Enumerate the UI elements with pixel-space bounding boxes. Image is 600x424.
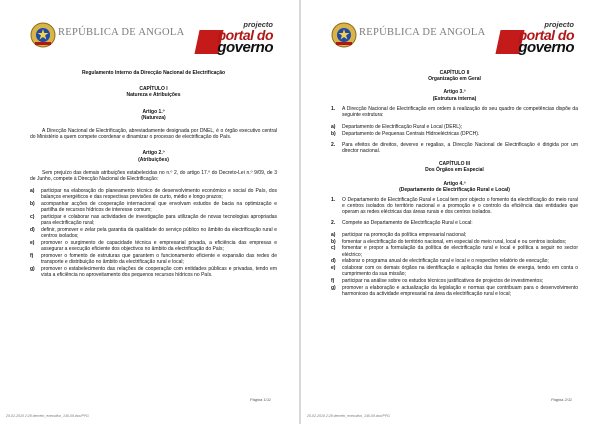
list-item: g) promover a elaboração e actualização da legislação e normas que contribuam para o desenvolvimento harmonioso da actividade empresarial na área da electrificação rural e local; xyxy=(331,285,578,298)
article-heading: Artigo 1.º xyxy=(142,108,165,115)
numbered-paragraph: 2. Para efeitos de direitos, deveres e regalias, a Direcção Nacional de Electrificação é dirigida por um director nacional. xyxy=(331,141,578,155)
page-header xyxy=(301,0,600,60)
list-item: e) promover o surgimento de capacidade técnica e empresarial privada, a eficiência das empresas e assegurar a execução eficiente dos objectivos no âmbito da electrificação do País; xyxy=(30,240,277,253)
article-heading: Artigo 4.º xyxy=(443,180,466,187)
chapter-heading: CAPÍTULO III xyxy=(438,161,471,168)
article-heading: Artigo 2.º xyxy=(142,150,165,157)
page-footer: 25-02-2010 2:28 decreto_executivo_145-09.doc/PPG xyxy=(6,414,89,418)
list-item: f) promover o fomento de estruturas que garantem o funcionamento eficiente e expansão das redes de transporte e distribuição no âmbito da electrificação rural e local; xyxy=(30,253,277,266)
angola-emblem-icon xyxy=(30,22,56,48)
numbered-paragraph: 1. O Departamento de Electrificação Rural e Local tem por objecto o fomento da electrificação do meio rural e centros isolados do território nacional e a promoção e o controlo da eficiência das entidades que operam as redes eléctricas das áreas rurais e dos centros isolados. xyxy=(331,197,578,216)
attributions-list xyxy=(30,188,277,278)
page-number: Página 1/11 xyxy=(249,397,271,402)
logo-governo-text: governo xyxy=(217,39,273,56)
list-item: f) participar na análise sobre os estudos técnicos justificativos de projectos de investimentos; xyxy=(331,278,544,285)
chapter-subtitle: Organização em Geral xyxy=(428,76,481,83)
list-item: c) participar e colaborar nas actividades de investigação para utilização de novas tecnologias apropriadas para electrificação rural; xyxy=(30,214,277,227)
logo-governo-text: governo xyxy=(518,39,574,56)
article-subtitle: (Departamento de Electrificação Rural e Local) xyxy=(399,186,510,193)
list-item: d) definir, promover e zelar pela garantia da qualidade do serviço público no âmbito da electrificação rural e centros isolados; xyxy=(30,227,277,240)
list-item: a) participar na elaboração do planeamento técnico de desenvolvimento económico e social do País, dos balanços energéticos e das respectivas previsões de curto, médio e longo prazos; xyxy=(30,188,277,201)
article-heading: Artigo 3.º xyxy=(443,89,466,96)
list-item: b) fomentar a electrificação do território nacional, em especial do meio rural, local e ou centros isolados; xyxy=(331,238,567,245)
logo-portal-text: portal do xyxy=(518,27,574,43)
list-item: a) participar na promoção da política empresarial nacional; xyxy=(331,231,467,238)
article-subtitle: (Estrutura interna) xyxy=(432,95,477,102)
document-page-2 xyxy=(301,0,600,424)
chapter-heading: CAPÍTULO II xyxy=(439,70,470,76)
republic-label: REPÚBLICA DE ANGOLA xyxy=(359,27,486,38)
page-2-content xyxy=(331,70,578,298)
chapter-subtitle: Natureza e Atribuições xyxy=(126,92,181,99)
list-item: g) promover o estabelecimento das relações de cooperação com entidades públicas e privadas, tendo em vista a eficiência no aproveitamento dos pequenos recursos hídricos no País. xyxy=(30,266,277,279)
competences-list xyxy=(331,232,578,298)
list-item: b) acompanhar acções de cooperação internacional que envolvam estudos de bacia na optimização e partilha de recursos hídricos de interesse comum; xyxy=(30,201,277,214)
article-paragraph: A Direcção Nacional de Electrificação, abreviadamente designada por DNEL, é o órgão executivo central do Ministério a quem compete coordenar e dinamizar o processo de electrificação do País. xyxy=(30,128,277,141)
logo-portal-text: portal do xyxy=(217,27,273,43)
list-item: d) elaborar o programa anual de electrificação rural e local e o respectivo relatório de execução; xyxy=(331,258,549,265)
document-title: Regulamento Interno da Direcção Nacional de Electrificação xyxy=(81,70,226,76)
article-paragraph: Sem prejuízo das demais atribuições estabelecidas no n.º 2, do artigo 17.º do Decreto-Lei n.º 9/09, de 3 de Junho, compete à Direcção Nacional de Electrificação: xyxy=(30,169,277,183)
page-footer: 25-02-2010 2:28 decreto_executivo_145-09.doc/PPG xyxy=(307,414,390,418)
page-number: Página 2/11 xyxy=(550,397,572,402)
article-subtitle: (Natureza) xyxy=(141,114,166,121)
logo-projecto-text: projecto xyxy=(544,20,574,29)
structure-list xyxy=(331,124,578,137)
list-item: e) colaborar com os demais órgãos na identificação e aplicação das fontes de energia, tendo em conta o cumprimento da sua missão; xyxy=(331,265,578,278)
portal-do-governo-logo xyxy=(195,20,275,58)
list-item: c) fomentar e propor a formulação da política de electrificação rural e local e política a seguir no sector eléctrico; xyxy=(331,245,578,258)
list-item: b) Departamento de Pequenas Centrais Hidroeléctricas (DPCH). xyxy=(331,131,480,138)
list-item: a) Departamento de Electrificação Rural e Local (DERL); xyxy=(331,124,463,131)
page-header xyxy=(0,0,299,60)
page-1-content xyxy=(30,70,277,279)
chapter-subtitle: Dos Órgãos em Especial xyxy=(425,167,484,174)
chapter-heading: CAPÍTULO I xyxy=(139,86,168,93)
numbered-paragraph: 1. A Direcção Nacional de Electrificação em ordem à realização do seu quadro de competências dispõe da seguinte estrutura: xyxy=(331,105,578,119)
logo-projecto-text: projecto xyxy=(243,20,273,29)
article-subtitle: (Atribuições) xyxy=(138,156,169,163)
portal-do-governo-logo xyxy=(496,20,576,58)
angola-emblem-icon xyxy=(331,22,357,48)
document-page-1 xyxy=(0,0,299,424)
republic-label: REPÚBLICA DE ANGOLA xyxy=(58,27,185,38)
numbered-paragraph: 2. Compete ao Departamento de Electrificação Rural e Local: xyxy=(331,219,473,226)
